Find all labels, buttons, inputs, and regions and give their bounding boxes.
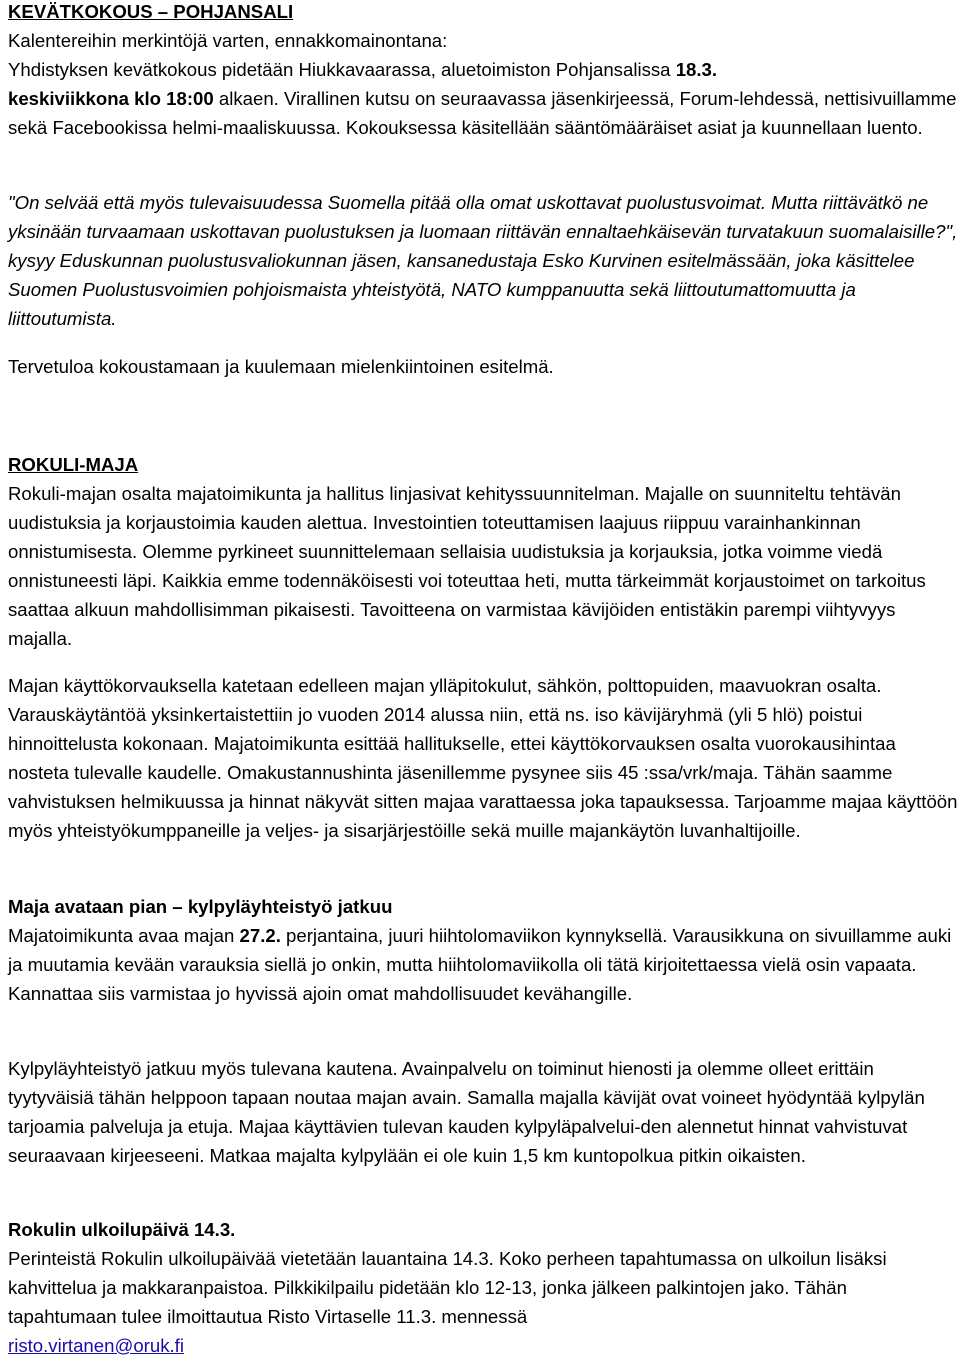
- section-title-rokuli-maja: ROKULI-MAJA: [8, 454, 139, 475]
- rokuli-fee-paragraph: Majan käyttökorvauksella katetaan edelleen majan ylläpitokulut, sähkön, polttopuiden, maavuokran osalta. Varauskäytäntöä yksinkertaistettiin jo vuoden 2014 alussa niin, että ns. iso kävijäryhmä (yli 5 hlö) poistui hinnoittelusta kokonaan. Majatoimikunta esittää hallitukselle, ettei käyttökorvauksen osalta vuorokausihintaa nosteta tulevalle kaudelle. Omakustannushinta jäsenillemme pysynee siis 45 :ssa/vrk/maja. Tähän saamme vahvistuksen helmikuussa ja hinnat näkyvät sitten majaa varattaessa joka tapauksessa. Tarjoamme majaa käyttöön myös yhteistyökumppaneille ja veljes- ja sisarjärjestöille sekä muille majankäytön luvanhaltijoille.: [8, 675, 958, 841]
- welcome-line: Tervetuloa kokoustamaan ja kuulemaan mielenkiintoinen esitelmä.: [8, 356, 554, 377]
- opening-paragraph: [8, 921, 958, 1008]
- outdoor-day-text: Perinteistä Rokulin ulkoilupäivää vietetään lauantaina 14.3. Koko perheen tapahtumassa on ulkoilun lisäksi kahvittelua ja makkaranpaistoa. Pilkkikilpailu pidetään klo 12-13, jonka jälkeen palkintojen jako. Tähän tapahtumaan tulee ilmoittautua Risto Virtaselle 11.3. mennessä: [8, 1248, 887, 1327]
- meeting-paragraph: [8, 55, 958, 142]
- section-title-ulkoilupaiva: Rokulin ulkoilupäivä 14.3.: [8, 1219, 236, 1240]
- rokuli-plan-paragraph: Rokuli-majan osalta majatoimikunta ja hallitus linjasivat kehityssuunnitelman. Majalle on suunniteltu tehtävän uudistuksia ja korjaustoimia kauden alettua. Investointien toteuttamisen laajuus riippuu varainhankinnan onnistumisesta. Olemme pyrkineet suunnittelemaan sellaisia uudistuksia ja korjauksia, jotka voimme viedä onnistuneesti läpi. Kaikkia emme todennäköisesti voi toteuttaa heti, mutta tärkeimmät korjaustoimet on tarkoitus saattaa alkuun mahdollisimman pikaisesti. Tavoitteena on varmistaa kävijöiden entistäkin parempi viihtyvyys majalla.: [8, 483, 926, 649]
- meeting-paragraph-text-b: alkaen. Virallinen kutsu on seuraavassa jäsenkirjeessä, Forum-lehdessä, nettisivuillamme sekä Facebookissa helmi-maaliskuussa. Kokouksessa käsitellään sääntömääräiset asiat ja kuunnellaan luento.: [8, 88, 957, 138]
- meeting-paragraph-text-a: Yhdistyksen kevätkokous pidetään Hiukkavaarassa, aluetoimiston Pohjansalissa: [8, 59, 676, 80]
- opening-date: 27.2.: [239, 925, 281, 946]
- section-title-maja-avataan: Maja avataan pian – kylpyläyhteistyö jatkuu: [8, 896, 393, 917]
- meeting-date: 18.3.: [675, 59, 718, 80]
- email-link[interactable]: risto.virtanen@oruk.fi: [8, 1335, 184, 1356]
- section-intro-line: Kalentereihin merkintöjä varten, ennakkomainontana:: [8, 30, 448, 51]
- quote-paragraph: "On selvää että myös tulevaisuudessa Suomella pitää olla omat uskottavat puolustusvoimat. Mutta riittävätkö ne yksinään turvaamaan uskottavan puolustuksen ja luomaan riittävän ennaltaehkäisevän turvatakuun suomalaisille?", kysyy Eduskunnan puolustusvaliokunnan jäsen, kansanedustaja Esko Kurvinen esitelmässään, joka käsittelee Suomen Puolustusvoimien pohjoismaista yhteistyötä, NATO kumppanuutta sekä liittoutumattomuutta ja liittoutumista.: [8, 192, 958, 329]
- meeting-time: keskiviikkona klo 18:00: [8, 88, 214, 109]
- spa-paragraph: Kylpyläyhteistyö jatkuu myös tulevana kautena. Avainpalvelu on toiminut hienosti ja olemme olleet erittäin tyytyväisiä tähän helppoon tapaan noutaa majan avain. Samalla majalla kävijät ovat voineet hyödyntää kylpylän tarjoamia palveluja ja etuja. Majaa käyttävien tulevan kauden kylpyläpalvelui-den alennetut hinnat vahvistuvat seuraavaan kirjeeseeni. Matkaa majalta kylpylään ei ole kuin 1,5 km kuntopolkua pitkin oikaisten.: [8, 1058, 925, 1166]
- section-title-kevatkokous: KEVÄTKOKOUS – POHJANSALI: [8, 1, 294, 22]
- outdoor-day-paragraph: [8, 1244, 958, 1360]
- opening-paragraph-text-b: perjantaina, juuri hiihtolomaviikon kynnyksellä. Varausikkuna on sivuillamme auki ja muutamia kevään varauksia siellä jo onkin, mutta hiihtolomaviikolla oli tätä kirjoitettaessa vielä osin vapaata. Kannattaa siis varmistaa jo hyvissä ajoin omat mahdollisuudet kevähangille.: [8, 925, 952, 1004]
- opening-paragraph-text-a: Majatoimikunta avaa majan: [8, 925, 240, 946]
